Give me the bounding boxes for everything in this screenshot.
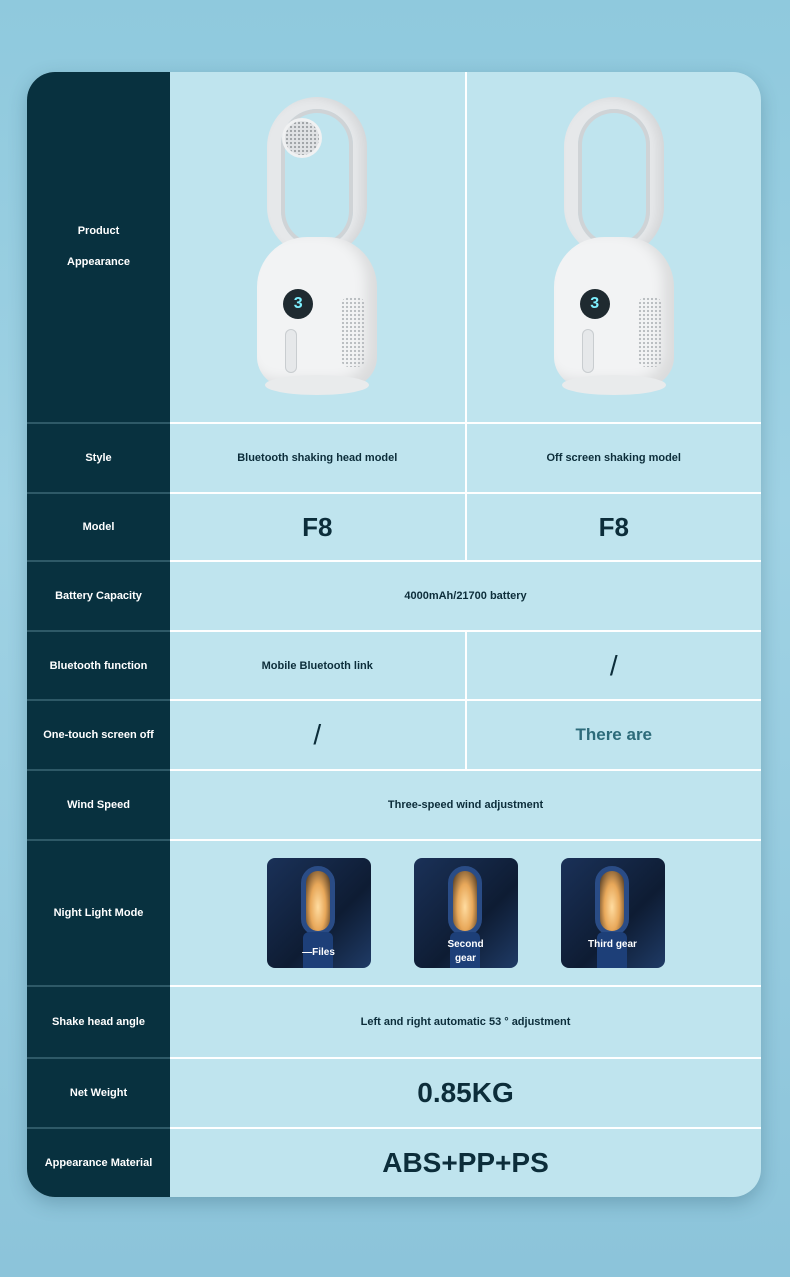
row-wind [27,771,761,839]
fan-buttons [582,329,594,373]
battery-cells [170,562,761,630]
night-light-thumbnail [414,858,518,968]
style-col2: Off screen shaking model [465,424,762,492]
material-value: ABS+PP+PS [382,1147,549,1178]
wind-cells [170,771,761,839]
fan-grille [341,297,365,367]
row-style [27,424,761,492]
weight-cells [170,1059,761,1127]
screen-off-col1: / [313,719,322,750]
fan-product-image [257,97,377,397]
material-cells [170,1129,761,1197]
label-style: Style [27,424,170,492]
style-cells [170,424,761,492]
speaker-icon [285,121,319,155]
battery-value: 4000mAh/21700 battery [404,590,527,602]
fan-image-offscreen [465,72,762,422]
fan-display: 3 [283,289,313,319]
screen-off-cells [170,701,761,769]
row-model [27,494,761,560]
night-light-thumbnails [170,858,761,968]
shake-value: Left and right automatic 53 ° adjustment [360,1016,571,1028]
label-wind: Wind Speed [27,771,170,839]
bluetooth-col2: / [465,632,762,699]
label-weight: Net Weight [27,1059,170,1127]
style-col1: Bluetooth shaking head model [237,452,398,464]
bluetooth-col1: Mobile Bluetooth link [261,659,373,672]
fan-grille [638,297,662,367]
row-material [27,1129,761,1197]
screen-off-col2: There are [465,701,762,769]
fan-image-bluetooth [170,72,465,422]
fan-buttons [285,329,297,373]
label-bluetooth: Bluetooth function [27,632,170,699]
label-battery: Battery Capacity [27,562,170,630]
shake-cells [170,987,761,1057]
weight-value: 0.85KG [417,1077,514,1108]
row-night-light [27,841,761,985]
comparison-table [27,72,761,1197]
night-light-mode-3: Third gear [588,939,637,950]
fan-display: 3 [580,289,610,319]
model-col2: F8 [465,494,762,560]
label-night-light: Night Light Mode [27,841,170,985]
label-material: Appearance Material [27,1129,170,1197]
label-appearance-line2: Appearance [67,256,130,268]
row-appearance [27,72,761,422]
night-light-mode-2: Second gear [447,939,484,964]
appearance-cells [170,72,761,422]
label-model: Model [27,494,170,560]
label-screen-off: One-touch screen off [27,701,170,769]
row-shake [27,987,761,1057]
night-light-thumbnail [267,858,371,968]
night-light-thumbnail [561,858,665,968]
fan-product-image [554,97,674,397]
night-light-cells [170,841,761,985]
label-appearance-line1: Product [77,225,120,237]
row-weight [27,1059,761,1127]
night-light-mode-1: —Files [302,947,335,958]
night-light-value [170,841,761,985]
bluetooth-cells [170,632,761,699]
wind-value: Three-speed wind adjustment [387,799,544,811]
row-battery [27,562,761,630]
label-shake: Shake head angle [27,987,170,1057]
model-cells [170,494,761,560]
row-bluetooth [27,632,761,699]
label-appearance [27,72,170,422]
row-screen-off [27,701,761,769]
model-col1: F8 [302,511,333,542]
